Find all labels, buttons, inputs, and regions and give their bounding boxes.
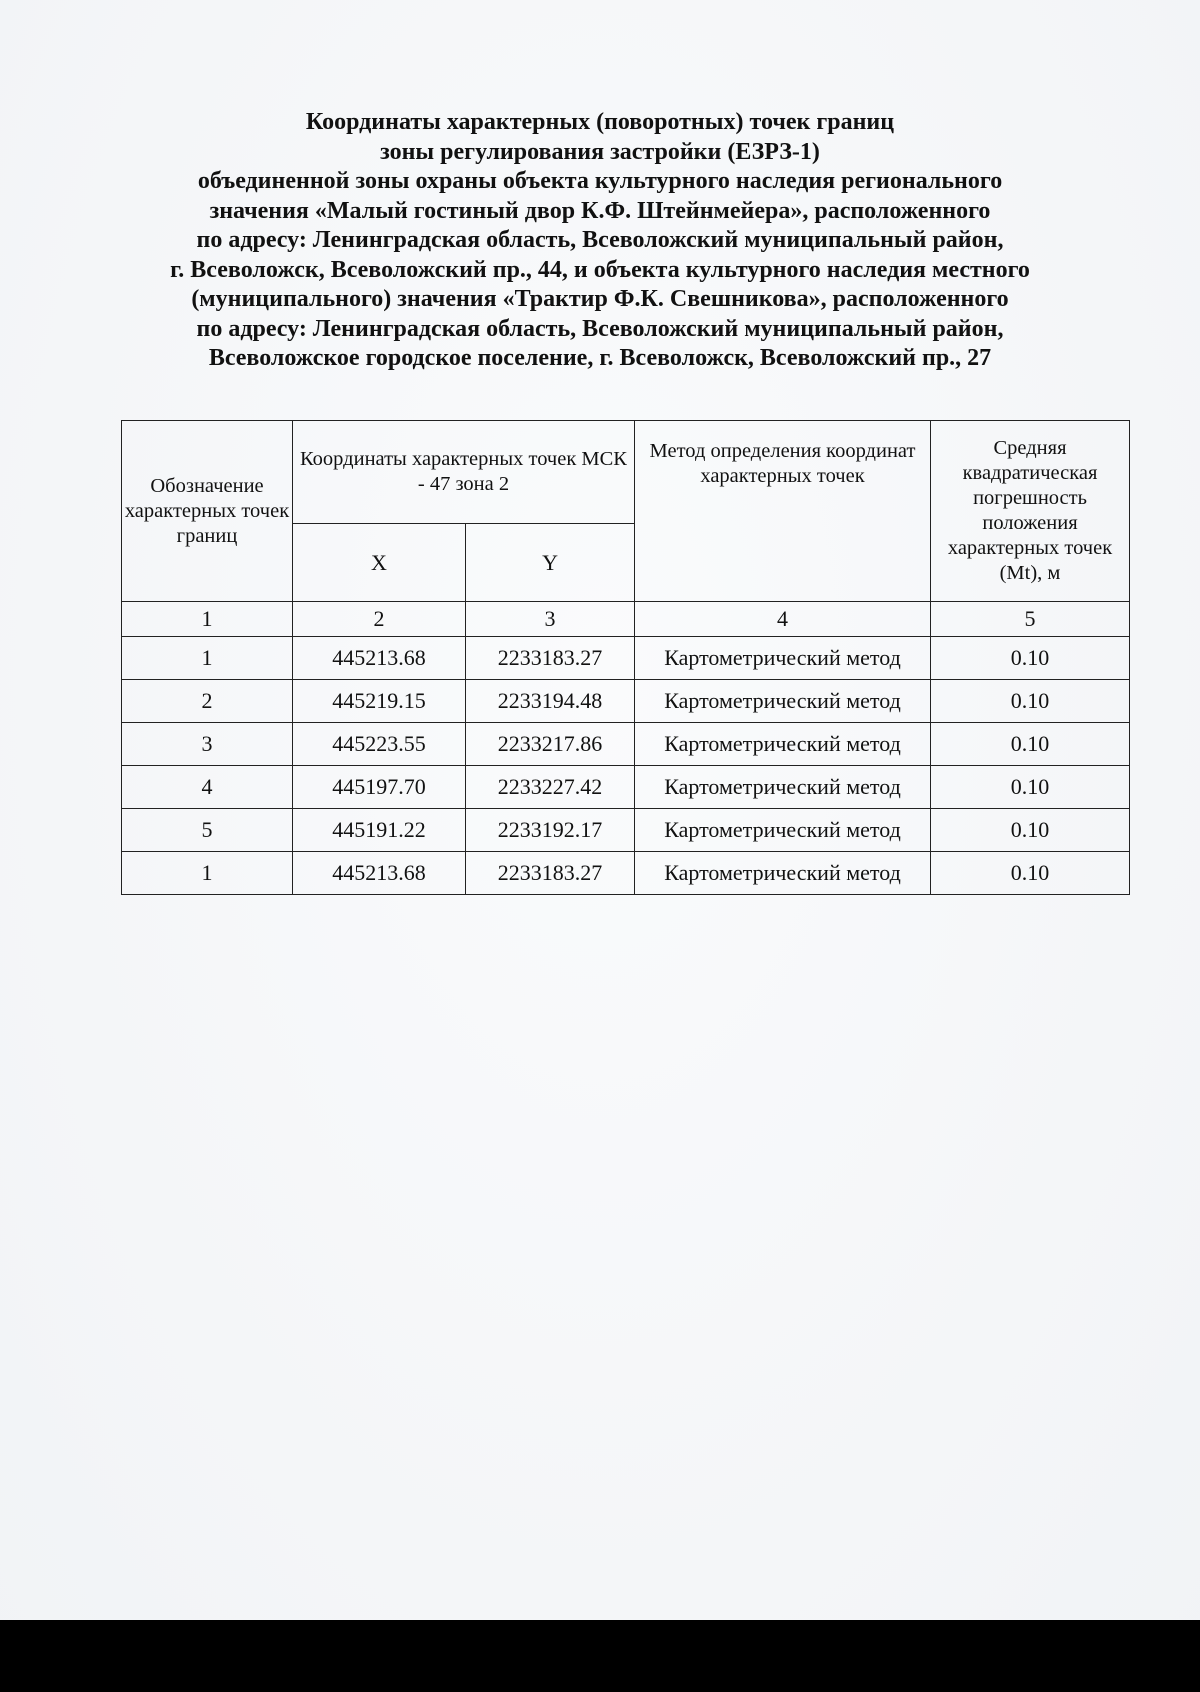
cell-x: 445213.68 <box>293 852 466 895</box>
column-number: 5 <box>931 602 1130 637</box>
cell-point: 5 <box>122 809 293 852</box>
title-line: по адресу: Ленинградская область, Всеволожский муниципальный район, <box>196 315 1004 342</box>
column-number-row <box>122 602 1130 637</box>
column-number: 2 <box>293 602 466 637</box>
cell-point: 2 <box>122 680 293 723</box>
header-designation: Обозначение характерных точек границ <box>122 421 293 602</box>
cell-y: 2233227.42 <box>466 766 635 809</box>
cell-error: 0.10 <box>931 637 1130 680</box>
cell-point: 1 <box>122 852 293 895</box>
header-coordinates-group: Координаты характерных точек МСК - 47 зона 2 <box>293 421 635 524</box>
cell-x: 445219.15 <box>293 680 466 723</box>
column-number: 3 <box>466 602 635 637</box>
cell-point: 1 <box>122 637 293 680</box>
table-row <box>122 723 1130 766</box>
title-line: по адресу: Ленинградская область, Всеволожский муниципальный район, <box>196 227 1004 253</box>
title-line: Координаты характерных (поворотных) точек границ <box>305 109 895 135</box>
cell-method: Картометрический метод <box>635 852 931 895</box>
header-x: X <box>293 524 466 602</box>
title-line: объединенной зоны охраны объекта культурного наследия регионального <box>197 168 1003 194</box>
cell-x: 445223.55 <box>293 723 466 766</box>
cell-error: 0.10 <box>931 680 1130 723</box>
table-row <box>122 680 1130 723</box>
cell-x: 445191.22 <box>293 809 466 852</box>
table-row <box>122 637 1130 680</box>
cell-error: 0.10 <box>931 852 1130 895</box>
title-line: (муниципального) значения «Трактир Ф.К. Свешникова», расположенного <box>191 286 1009 312</box>
cell-y: 2233183.27 <box>466 852 635 895</box>
cell-point: 3 <box>122 723 293 766</box>
cell-y: 2233217.86 <box>466 723 635 766</box>
column-number: 1 <box>122 602 293 637</box>
cell-method: Картометрический метод <box>635 809 931 852</box>
coordinates-table <box>121 420 1130 895</box>
header-error: Средняя квадратическая погрешность положения характерных точек (Mt), м <box>931 421 1130 602</box>
cell-x: 445213.68 <box>293 637 466 680</box>
document-title <box>60 108 1140 374</box>
header-method: Метод определения координат характерных точек <box>635 421 931 602</box>
cell-y: 2233183.27 <box>466 637 635 680</box>
scan-edge-bar <box>0 1620 1200 1692</box>
cell-method: Картометрический метод <box>635 723 931 766</box>
cell-y: 2233194.48 <box>466 680 635 723</box>
cell-method: Картометрический метод <box>635 766 931 809</box>
table-row <box>122 809 1130 852</box>
title-line: Всеволожское городское поселение, г. Всеволожск, Всеволожский пр., 27 <box>208 345 992 371</box>
title-line: г. Всеволожск, Всеволожский пр., 44, и объекта культурного наследия местного <box>170 256 1030 283</box>
cell-point: 4 <box>122 766 293 809</box>
title-line: зоны регулирования застройки (ЕЗРЗ-1) <box>380 138 820 165</box>
column-number: 4 <box>635 602 931 637</box>
cell-error: 0.10 <box>931 809 1130 852</box>
cell-error: 0.10 <box>931 766 1130 809</box>
cell-y: 2233192.17 <box>466 809 635 852</box>
table-row <box>122 766 1130 809</box>
cell-x: 445197.70 <box>293 766 466 809</box>
header-y: Y <box>466 524 635 602</box>
title-line: значения «Малый гостиный двор К.Ф. Штейнмейера», расположенного <box>209 197 991 224</box>
table-row <box>122 852 1130 895</box>
cell-error: 0.10 <box>931 723 1130 766</box>
cell-method: Картометрический метод <box>635 637 931 680</box>
cell-method: Картометрический метод <box>635 680 931 723</box>
